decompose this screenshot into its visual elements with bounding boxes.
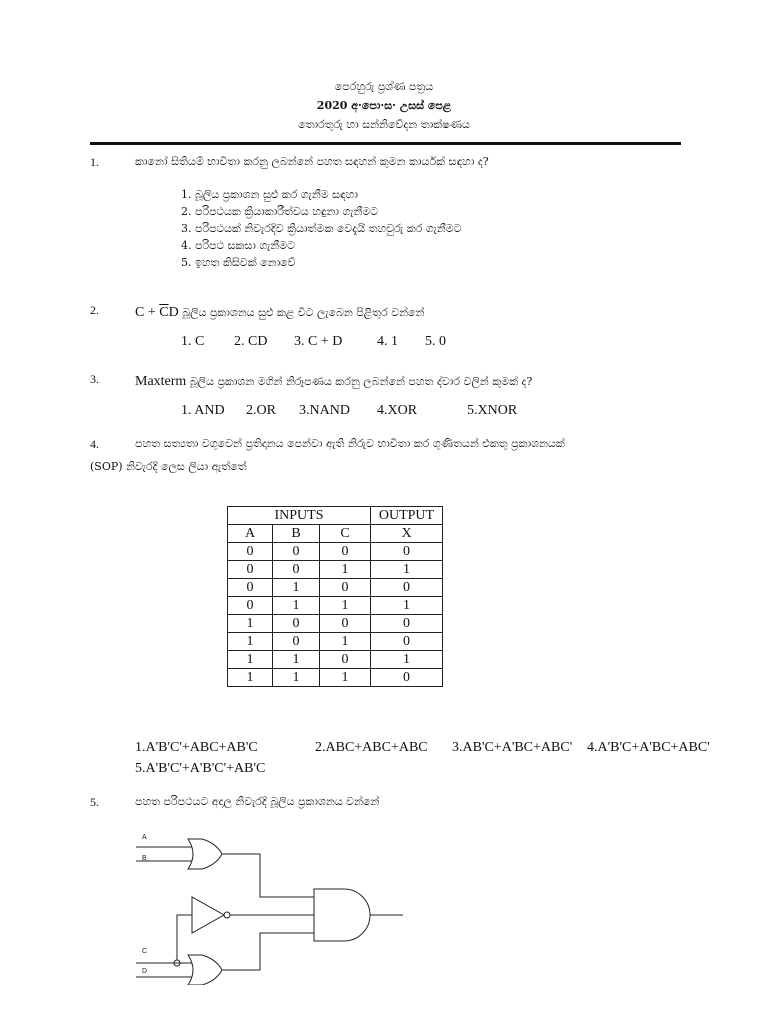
truth-table-cell: 1	[228, 669, 273, 687]
header-subject: තොරතුරු හා සන්නිවේදන තාක්ෂණය	[298, 118, 470, 131]
input-label-c: C	[142, 948, 148, 955]
q2-question: බූලිය ප්‍රකාශනය සුළු කළ විට ලැබෙන පිළිතුර වන්නේ	[178, 306, 425, 319]
logic-circuit-diagram	[128, 825, 418, 985]
q1-option: 2. පරිපථයක ක්‍රියාකාරීත්වය හඳුනා ගැනීමට	[181, 205, 379, 218]
truth-table-cell: 1	[371, 651, 443, 669]
truth-table-cell: 0	[228, 561, 273, 579]
q4-text-line1: පහත සත්‍යතා වගුවෙන් ප්‍රතිදානය පෙන්වා ඇති නිරුව භාවිතා කර ගුණිතයන් එකතු ප්‍රකාශනයක්	[135, 437, 565, 450]
truth-table-cell: 0	[228, 597, 273, 615]
q3-number: 3.	[90, 372, 99, 386]
truth-table-cell: 0	[228, 579, 273, 597]
truth-table-group-inputs: INPUTS	[228, 507, 371, 525]
q3-option: 3.NAND	[299, 403, 350, 418]
truth-table-cell: 1	[273, 597, 320, 615]
q2-expr-d: D	[168, 305, 179, 320]
q1-text: කානෝ සිතියම් භාවිතා කරනු ලබන්නේ පහත සඳහන් කුමන කාර්යක් සඳහා ද?	[135, 155, 489, 168]
table-row	[228, 543, 443, 561]
q2-option: 5. 0	[425, 334, 446, 349]
q3-term: Maxterm	[135, 374, 187, 389]
table-row	[228, 633, 443, 651]
q3-option: 1. AND	[181, 403, 225, 418]
table-row	[228, 579, 443, 597]
truth-table-cell: 0	[371, 615, 443, 633]
truth-table-cell: 0	[371, 633, 443, 651]
truth-table-cell: 1	[320, 597, 371, 615]
q4-answer: 2.ABC+ABC+ABC	[315, 740, 428, 755]
input-label-d: D	[142, 968, 148, 975]
truth-table-group-output: OUTPUT	[371, 507, 443, 525]
truth-table-cell: 0	[320, 579, 371, 597]
q2-option: 3. C + D	[294, 334, 343, 349]
truth-table-cell: 0	[273, 561, 320, 579]
truth-table-cell: 1	[371, 561, 443, 579]
or-gate-top	[188, 839, 222, 869]
table-row	[228, 669, 443, 687]
and-gate	[314, 889, 370, 941]
q4-text-line2: (SOP) නිවැරදි ලෙස ලියා ඇත්තේ	[90, 460, 247, 473]
truth-table-cell: 0	[320, 615, 371, 633]
truth-table-cell: 1	[320, 633, 371, 651]
truth-table-cell: 0	[320, 651, 371, 669]
truth-table-header-b: B	[273, 525, 320, 543]
table-row	[228, 615, 443, 633]
truth-table-cell: 0	[371, 543, 443, 561]
truth-table-cell: 0	[371, 579, 443, 597]
q2-number: 2.	[90, 303, 99, 317]
q1-option: 3. පරිපථයක් නිවැරදිව ක්‍රියාත්මක වෙදැයි තහවුරු කර ගැනීමට	[181, 222, 462, 235]
q4-answer: 4.A'B'C+A'BC+ABC'	[587, 740, 710, 755]
truth-table-cell: 1	[228, 651, 273, 669]
q4-answer: 1.A'B'C'+ABC+AB'C	[135, 740, 258, 755]
truth-table-header-c: C	[320, 525, 371, 543]
q3-text	[135, 370, 532, 390]
q1-option: 1. බූලිය ප්‍රකාශන සුළු කර ගැනීම සඳහා	[181, 188, 358, 201]
q2-expr-cbar: $\overline{C}$	[159, 305, 169, 320]
truth-table-header-a: A	[228, 525, 273, 543]
q5-number: 5.	[90, 795, 99, 809]
truth-table	[227, 506, 443, 687]
q2-option: 2. CD	[234, 334, 268, 349]
truth-table-cell: 1	[320, 669, 371, 687]
table-row	[228, 561, 443, 579]
header-rule	[90, 142, 681, 145]
truth-table-cell: 1	[320, 561, 371, 579]
header-title: පෙරහුරු ප්‍රශ්ණ පත්‍රය	[334, 80, 434, 93]
q5-text: පහත පරිපථයට අදාල නිවැරදි බූලිය ප්‍රකාශනය වන්නේ	[135, 795, 380, 808]
q1-option: 5. ඉහත කිසිවක් නොවේ	[181, 256, 296, 269]
truth-table-cell: 0	[371, 669, 443, 687]
q4-answer: 5.A'B'C'+A'B'C'+AB'C	[135, 761, 266, 776]
truth-table-cell: 0	[273, 543, 320, 561]
q1-option: 4. පරිපථ සකසා ගැනීමට	[181, 239, 296, 252]
or-gate-bottom	[188, 955, 222, 985]
q3-option: 2.OR	[246, 403, 276, 418]
q2-text	[135, 301, 424, 321]
table-row	[228, 651, 443, 669]
q1-options	[181, 186, 462, 271]
truth-table-cell: 1	[273, 651, 320, 669]
q3-question: බූලිය ප්‍රකාශන මගින් නිරූපණය කරනු ලබන්නේ පහත ද්වාර වලින් කුමක් ද?	[186, 375, 533, 388]
q3-option: 4.XOR	[377, 403, 418, 418]
truth-table-cell: 0	[273, 633, 320, 651]
truth-table-cell: 0	[320, 543, 371, 561]
truth-table-cell: 1	[273, 579, 320, 597]
table-row	[228, 597, 443, 615]
not-gate	[192, 897, 224, 933]
wire-or-top-out	[222, 854, 314, 897]
truth-table-header-x: X	[371, 525, 443, 543]
truth-table-cell: 1	[228, 615, 273, 633]
wire-or-bottom-out	[222, 933, 314, 970]
q2-expr-c: C +	[135, 305, 160, 320]
input-label-a: A	[142, 834, 147, 841]
truth-table-cell: 0	[228, 543, 273, 561]
q2-option: 4. 1	[377, 334, 398, 349]
q4-answer: 3.AB'C+A'BC+ABC'	[452, 740, 573, 755]
wire-c-branch	[177, 915, 192, 960]
truth-table-cell: 1	[273, 669, 320, 687]
q1-number: 1.	[90, 155, 99, 169]
q4-number: 4.	[90, 437, 99, 451]
header-year: 2020 අ·පො·ස· උසස් පෙළ	[316, 99, 452, 112]
truth-table-cell: 1	[228, 633, 273, 651]
truth-table-cell: 1	[371, 597, 443, 615]
truth-table-cell: 0	[273, 615, 320, 633]
input-label-b: B	[142, 855, 147, 862]
q2-option: 1. C	[181, 334, 205, 349]
q3-option: 5.XNOR	[467, 403, 518, 418]
